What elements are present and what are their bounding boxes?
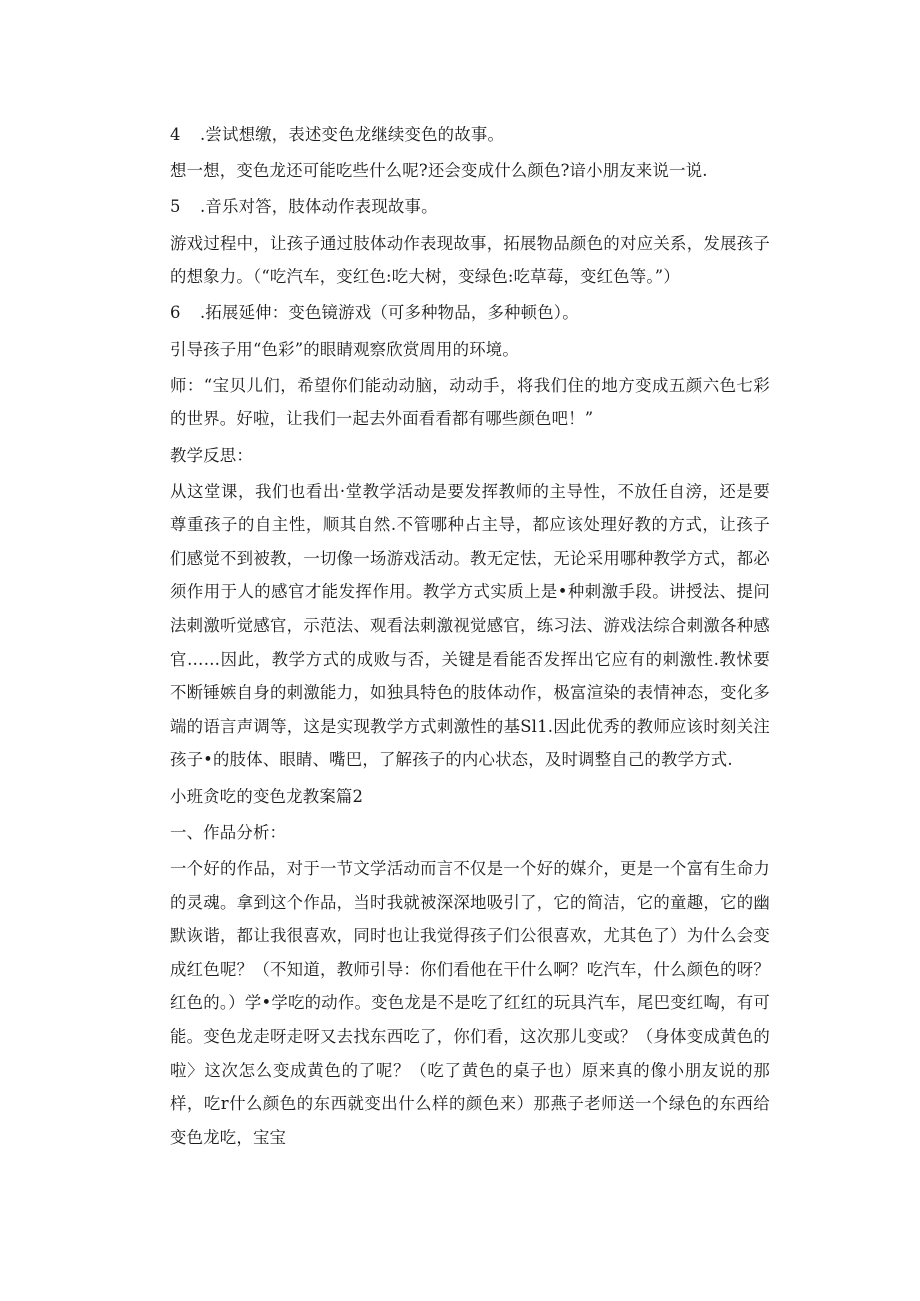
numbered-item-4 [170,118,770,152]
paragraph: 想一想，变色龙还可能吃些什么呢?还会变成什么颜色?谙小朋友来说一说. [170,161,708,181]
article-title: 小班贪吃的变色龙教案篇2 [170,786,364,806]
document-body [170,118,770,1154]
numbered-item-6 [170,296,770,330]
paragraph: 师：“宝贝儿们，希望你们能动动脑，动动手，将我们住的地方变成五颜六色七彩的世界。好啦，让我们一起去外面看看都有哪些颜色吧！” [170,375,770,429]
paragraph: 从这堂课，我们也看出·堂教学活动是要发挥教师的主导性，不放任自滂，还是要尊重孩子的自主性，顺其自然.不管哪种占主导，都应该处理好教的方式，让孩子们感觉不到被教，一切像一场游戏活动。教无定怯，无论采用哪种教学方式，都必须作用于人的感官才能发挥作用。教学方式实质上是•种刺激手段。讲授法、提问法刺激听觉感官，示范法、观看法刺激视觉感官，练习法、游戏法综合刺激各种感官……因此，教学方式的成败与否，关键是看能否发挥出它应有的刺激性.教怵要不断锤嫉自身的刺激能力，如独具特色的肢体动作，极富渲染的表情神态，变化多端的语言声调等，这是实现教学方式刺激性的基Sl1.因此优秀的教师应该时刻关注孩子•的肢体、眼睛、嘴巴，了解孩子的内心状态，及时调整自己的教学方式. [170,481,770,770]
item-text: .拓展延伸：变色镜游戏（可多种物品，多种顿色）。 [200,303,579,323]
paragraph: 引导孩子用“色彩”的眼睛观察欣赏周用的环境。 [170,339,519,359]
item-number: 5 [170,197,181,217]
item-text: .尝试想缴，表述变色龙继续变色的故事。 [200,125,505,144]
item-number: 6 [170,303,181,323]
paragraph: 一个好的作品，对于一节文学活动而言不仅是一个好的媒介，更是一个富有生命力的灵魂。拿到这个作品，当时我就被深深地吸引了，它的简洁，它的童趣，它的幽默诙谐，都让我很喜欢，同时也让我觉得孩子们公很喜欢，尤其色了）为什么会变成红色呢？（不知道，教师引导：你们看他在干什么啊？吃汽车，什么颜色的呀？红色的。）学•学吃的动作。变色龙是不是吃了红红的玩具汽车，尾巴变红啕，有可能。变色龙走呀走呀又去找东西吃了，你们看，这次那儿变或？（身体变成黄色的啦〉这次怎么变成黄色的了呢？（吃了黄色的桌子也）原来真的像小朋友说的那样，吃r什么颜色的东西就变出什么样的颜色来）那燕子老师送一个绿色的东西给变色龙吃，宝宝 [170,859,770,1147]
item-text: .音乐对答，肢体动作表现故事。 [200,197,438,217]
numbered-item-5 [170,190,770,224]
paragraph: 游戏过程中，让孩子通过肢体动作表现故事，拓展物品颜色的对应关系，发展孩子的想象力。（“吃汽车，变红色:吃大树，变绿色:吃草莓，变红色等。”） [170,233,770,287]
section-heading: 教学反思： [170,445,253,465]
section-heading: 一、作品分析： [170,822,287,842]
item-number: 4 [170,125,181,144]
